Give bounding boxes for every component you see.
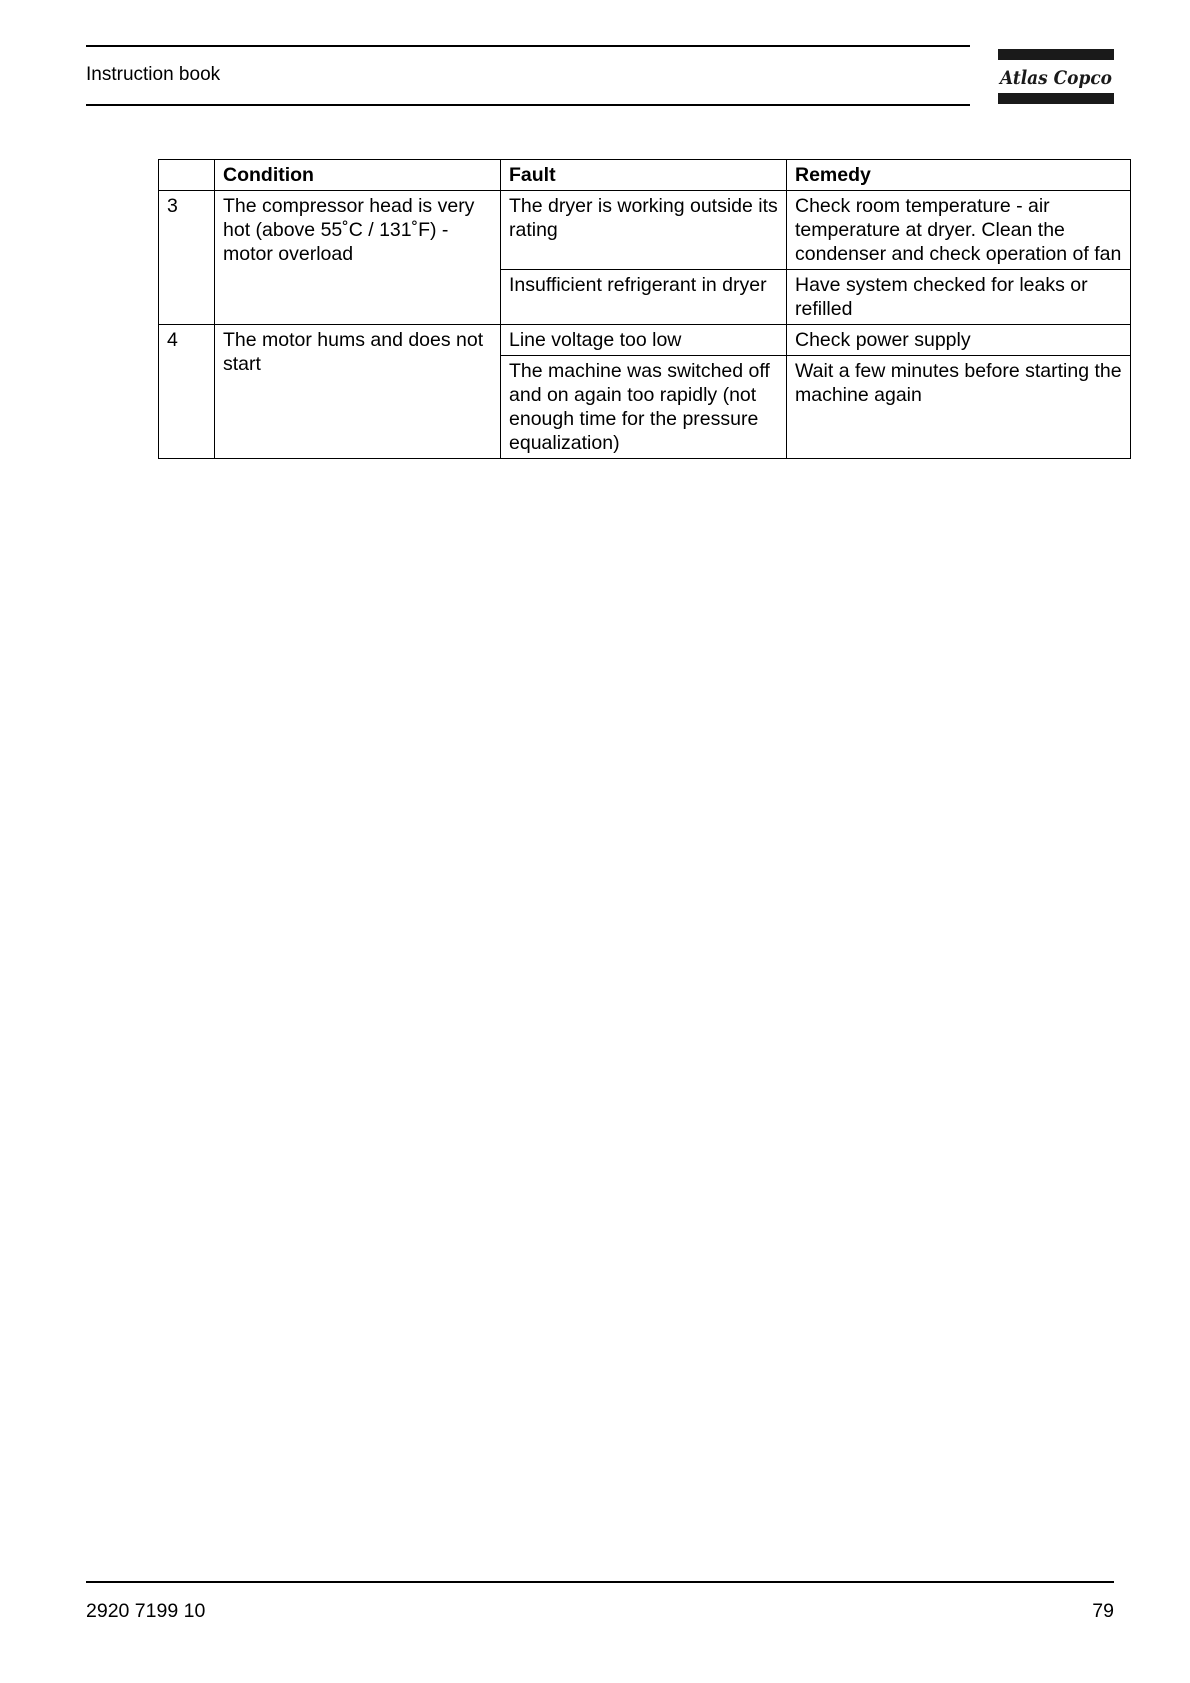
document-number: 2920 7199 10 <box>86 1600 206 1622</box>
page-number: 79 <box>1092 1600 1114 1622</box>
table-row <box>159 191 1131 270</box>
remedy-cell: Check room temperature - air temperature at dryer. Clean the condenser and check operation of fan <box>787 191 1131 270</box>
remedy-cell: Check power supply <box>787 325 1131 356</box>
header-title: Instruction book <box>86 64 221 85</box>
row-number-cell: 3 <box>159 191 215 325</box>
table-row <box>159 325 1131 356</box>
atlas-copco-logo <box>998 49 1114 105</box>
fault-cell: Line voltage too low <box>501 325 787 356</box>
condition-cell: The motor hums and does not start <box>215 325 501 459</box>
fault-cell: The dryer is working outside its rating <box>501 191 787 270</box>
header-bottom-rule <box>86 104 970 106</box>
row-number-cell: 4 <box>159 325 215 459</box>
header-top-rule <box>86 45 970 47</box>
remedy-cell: Wait a few minutes before starting the machine again <box>787 356 1131 459</box>
column-header-number <box>159 160 215 191</box>
footer-rule <box>86 1581 1114 1583</box>
remedy-cell: Have system checked for leaks or refilled <box>787 270 1131 325</box>
condition-cell: The compressor head is very hot (above 55˚C / 131˚F) - motor overload <box>215 191 501 325</box>
logo-text: Atlas Copco <box>998 67 1113 89</box>
column-header-remedy: Remedy <box>787 160 1131 191</box>
column-header-condition: Condition <box>215 160 501 191</box>
troubleshooting-table <box>158 159 1131 459</box>
table-header-row <box>159 160 1131 191</box>
fault-cell: The machine was switched off and on again too rapidly (not enough time for the pressure equalization) <box>501 356 787 459</box>
column-header-fault: Fault <box>501 160 787 191</box>
logo-bottom-bar <box>998 93 1114 104</box>
fault-cell: Insufficient refrigerant in dryer <box>501 270 787 325</box>
logo-wordmark <box>998 63 1114 91</box>
logo-top-bar <box>998 49 1114 60</box>
